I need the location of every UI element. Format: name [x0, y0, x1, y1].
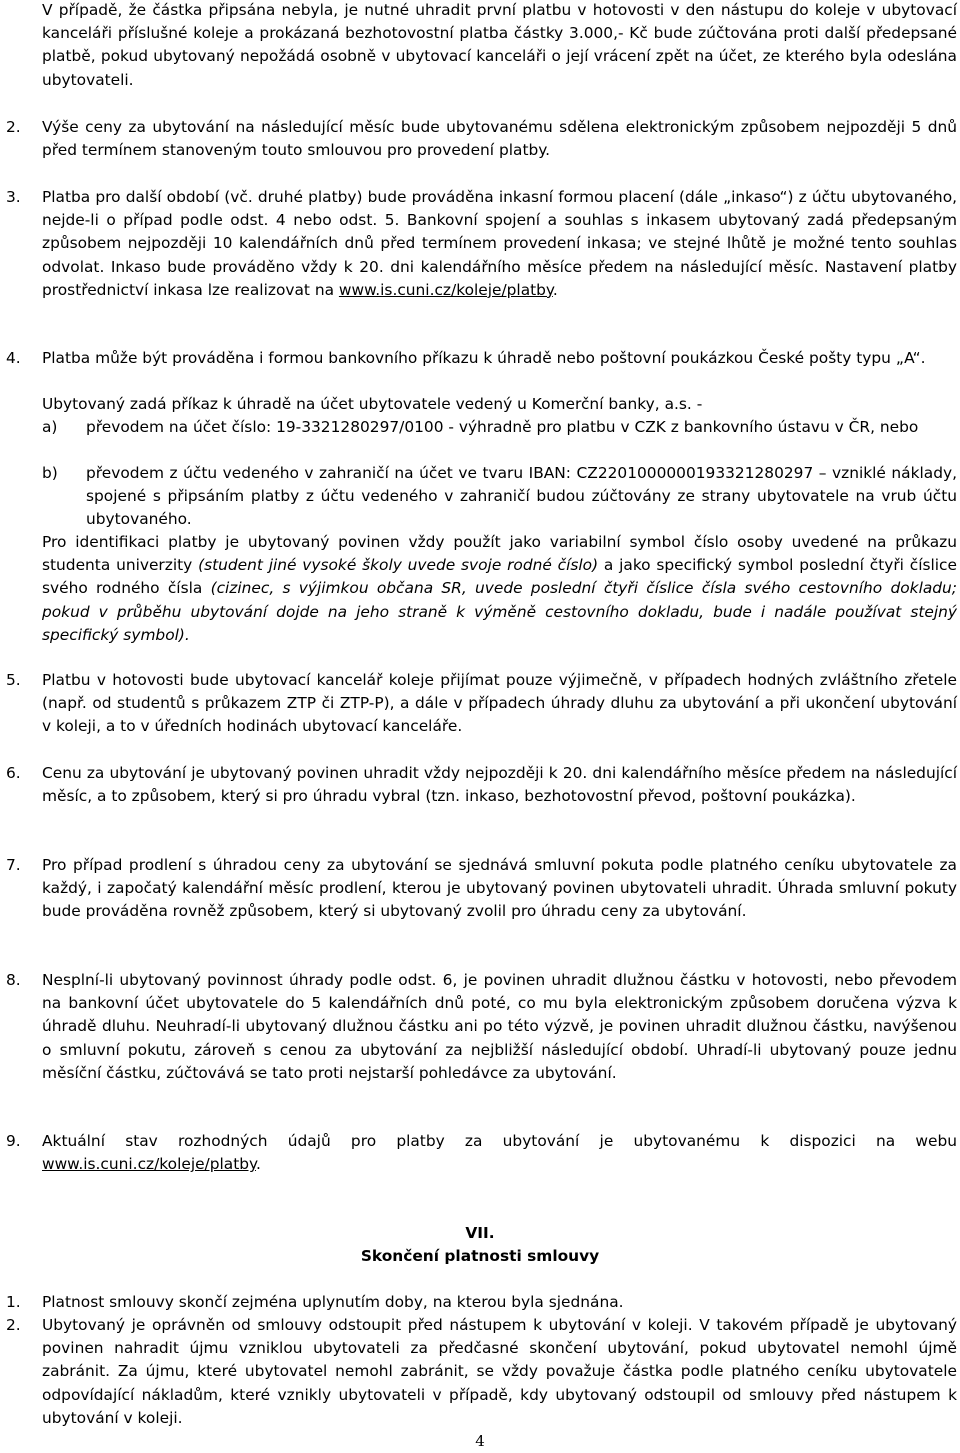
section-number: VII.: [465, 1224, 495, 1242]
item-6-number: 6.: [6, 764, 21, 782]
data-info-link[interactable]: www.is.cuni.cz/koleje/platby: [42, 1155, 256, 1174]
section-item-2-number: 2.: [6, 1316, 21, 1334]
item-9-text: [42, 1130, 957, 1176]
ident-italic-2: (cizinec, s výjimkou občana SR, uvede poslední čtyři číslice čísla svého cestovního dokladu; pokud v průběhu ubytování dojde na jeho straně k výměně cestovního dokladu, bude i nadále používat stejný specifický symbol).: [42, 579, 957, 644]
item-7-text: Pro případ prodlení s úhradou ceny za ubytování se sjednává smluvní pokuta podle platného ceníku ubytovatele za každý, i započatý kalendářní měsíc prodlení, kterou je ubytovaný povinen ubytovateli uhradit. Úhrada smluvní pokuty bude prováděna rovněž způsobem, který si ubytovaný zvolil pro úhradu ceny za ubytování.: [42, 856, 957, 921]
item-6-text: Cenu za ubytování je ubytovaný povinen uhradit vždy nejpozději k 20. dni kalendářního měsíce předem na následující měsíc, a to způsobem, který si pro úhradu vybral (tzn. inkaso, bezhotovostní převod, poštovní poukázka).: [42, 764, 957, 806]
item-4-identification: [42, 531, 957, 647]
item-4-text: Platba může být prováděna i formou bankovního příkazu k úhradě nebo poštovní poukázkou České pošty typu „A“.: [42, 349, 926, 367]
item-3-text-b: .: [552, 280, 558, 299]
item-4-sub-a-label: a): [42, 418, 58, 436]
intro-paragraph: V případě, že částka připsána nebyla, je nutné uhradit první platbu v hotovosti v den nástupu do koleje v ubytovací kanceláři příslušné koleje a prokázaná bezhotovostní platba částky 3.000,- Kč bude zúčtována proti další předepsané platbě, pokud ubytovaný nepožádá osobně v ubytovací kanceláři o její vrácení zpět na účet, ze kterého byla odeslána ubytovateli.: [42, 1, 957, 89]
item-5-number: 5.: [6, 671, 21, 689]
payment-info-link[interactable]: www.is.cuni.cz/koleje/platby: [338, 280, 553, 299]
section-title: Skončení platnosti smlouvy: [360, 1247, 600, 1265]
item-3-text-a: Platba pro další období (vč. druhé platby) bude prováděna inkasní formou placení (dále „inkaso“) z účtu ubytovaného, nejde-li o případ podle odst. 4 nebo odst. 5. Bankovní spojení a souhlas s inkasem ubytovaný zadá předepsaným způsobem nejpozději 10 kalendářních dnů před termínem provedení inkasa; ve stejné lhůtě je možné tento souhlas odvolat. Inkaso bude prováděno vždy k 20. dni kalendářního měsíce předem na následující měsíc. Nastavení platby prostřednictví inkasa lze realizovat na: [42, 188, 957, 299]
item-4-number: 4.: [6, 349, 21, 367]
item-8-text: Nesplní-li ubytovaný povinnost úhrady podle odst. 6, je povinen uhradit dlužnou částku v hotovosti, nebo převodem na bankovní účet ubytovatele do 5 kalendářních dnů poté, co mu byla elektronickým způsobem doručena výzva k úhradě dluhu. Neuhradí-li ubytovaný dlužnou částku ani po této výzvě, je povinen uhradit dlužnou částku, navýšenou o smluvní pokutu, zároveň s cenou za ubytování za nejbližší následující období. Uhradí-li ubytovaný pouze jednu měsíční částku, zúčtovává se tato proti nejstarší pohledávce za ubytování.: [42, 971, 957, 1082]
page-number: 4: [475, 1432, 485, 1450]
item-4-sub-b-label: b): [42, 464, 58, 482]
section-item-1-text: Platnost smlouvy skončí zejména uplynutím doby, na kterou byla sjednána.: [42, 1293, 624, 1311]
ident-italic-1: (student jiné vysoké školy uvede svoje rodné číslo): [198, 556, 599, 575]
item-3-text: [42, 186, 957, 302]
item-4-sub-a-text: převodem na účet číslo: 19-3321280297/0100 - výhradně pro platbu v CZK z bankovního ústavu v ČR, nebo: [86, 418, 919, 436]
item-9-text-b: .: [255, 1155, 261, 1174]
item-9-text-a: Aktuální stav rozhodných údajů pro platby za ubytování je ubytovanému k dispozici na webu: [42, 1132, 957, 1150]
item-4-sub-b-text: převodem z účtu vedeného v zahraničí na účet ve tvaru IBAN: CZ2201000000193321280297 – vzniklé náklady, spojené s připsáním platby z účtu vedeného v zahraničí budou zúčtovány ze strany ubytovatele na vrub účtu ubytovaného.: [86, 464, 957, 529]
item-8-number: 8.: [6, 971, 21, 989]
section-item-2-text: Ubytovaný je oprávněn od smlouvy odstoupit před nástupem k ubytování v koleji. V takovém případě je ubytovaný povinen nahradit újmu vzniklou ubytovateli za předčasné skončení ubytování, pokud ubytovatel nemohl újmě zabránit. Za újmu, které ubytovatel nemohl zabránit, se vždy považuje částka podle platného ceníku ubytovatele odpovídající nákladům, které vznikly ubytovateli v případě, kdy ubytovaný odstoupil od smlouvy před nástupem k ubytování v koleji.: [42, 1316, 957, 1427]
item-3-number: 3.: [6, 188, 21, 206]
item-7-number: 7.: [6, 856, 21, 874]
item-2-text: Výše ceny za ubytování na následující měsíc bude ubytovanému sdělena elektronickým způsobem nejpozději 5 dnů před termínem stanoveným touto smlouvou pro provedení platby.: [42, 118, 957, 160]
ident-text-b: a jako specifický symbol poslední čtyři číslice svého rodného čísla: [42, 556, 957, 598]
item-5-text: Platbu v hotovosti bude ubytovací kancelář koleje přijímat pouze výjimečně, v případech hodných zvláštního zřetele (např. od studentů s průkazem ZTP či ZTP-P), a dále v případech úhrady dluhu za ubytování a při ukončení ubytování v koleji, a to v úředních hodinách ubytovací kanceláře.: [42, 671, 957, 736]
item-2-number: 2.: [6, 118, 21, 136]
item-9-number: 9.: [6, 1132, 21, 1150]
ident-text-a: Pro identifikaci platby je ubytovaný povinen vždy použít jako variabilní symbol číslo osoby uvedené na průkazu studenta univerzity: [42, 533, 957, 575]
item-4-bank-order: Ubytovaný zadá příkaz k úhradě na účet ubytovatele vedený u Komerční banky, a.s. -: [42, 395, 703, 413]
section-item-1-number: 1.: [6, 1293, 21, 1311]
